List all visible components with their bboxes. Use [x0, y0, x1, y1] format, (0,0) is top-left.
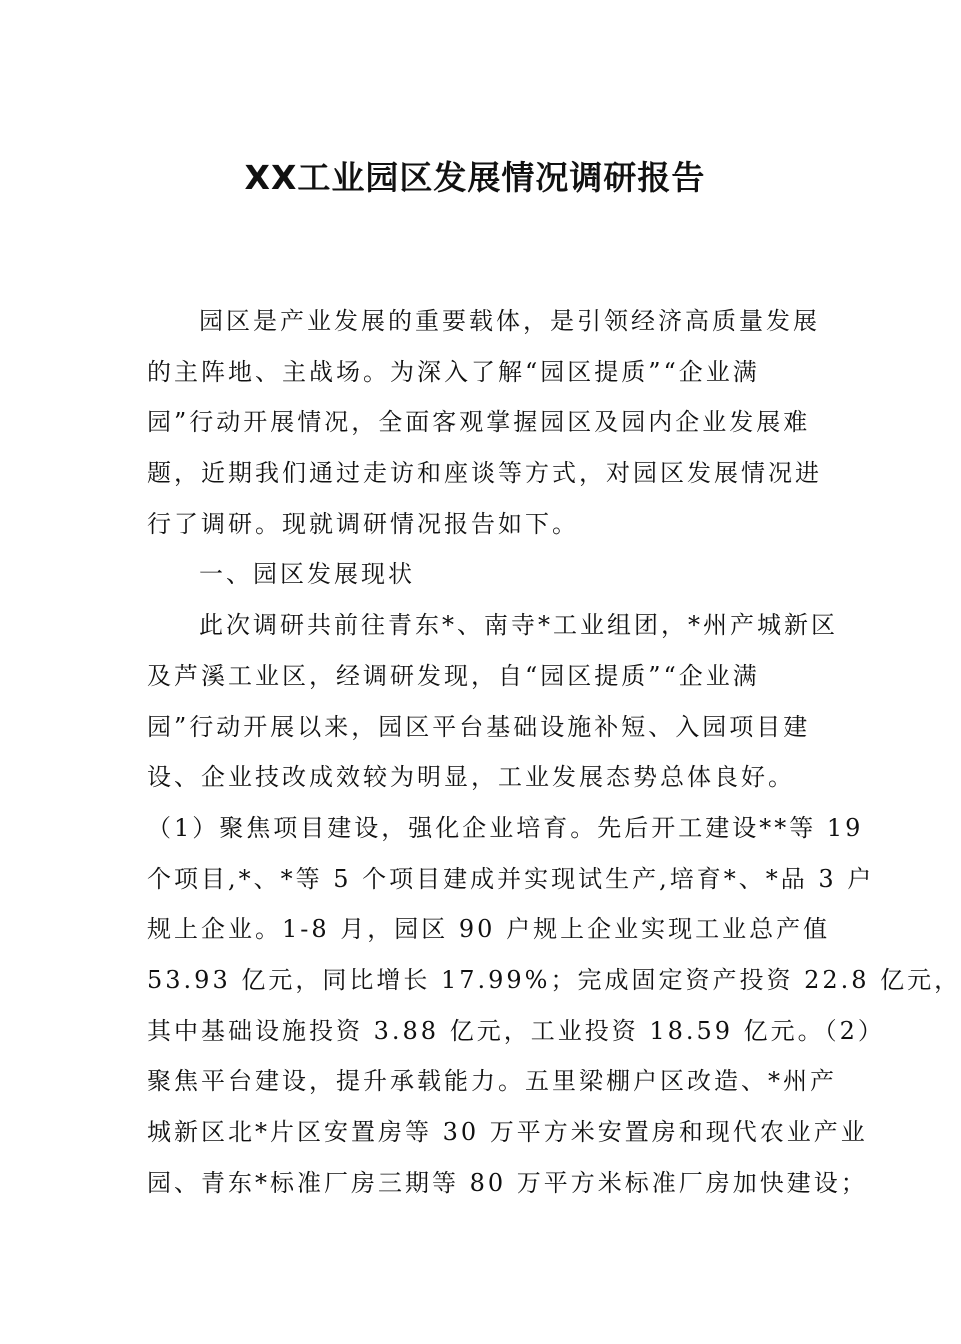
body-line-5: 行了调研。现就调研情况报告如下。 [147, 509, 579, 538]
body-line-14: 53.93 亿元，同比增长 17.99%；完成固定资产投资 22.8 亿元， [147, 965, 961, 994]
body-line-16: 聚焦平台建设，提升承载能力。五里梁棚户区改造、*州产 [147, 1067, 837, 1096]
body-line-10: 设、企业技改成效较为明显，工业发展态势总体良好。 [147, 763, 795, 792]
body-line-3: 园”行动开展情况，全面客观掌握园区及园内企业发展难 [147, 408, 811, 437]
body-line-12: 个项目,*、*等 5 个项目建成并实现试生产,培育*、*品 3 户 [147, 864, 875, 893]
body-line-17: 城新区北*片区安置房等 30 万平方米安置房和现代农业产业 [147, 1118, 868, 1146]
document-title: XX工业园区发展情况调研报告 [244, 158, 706, 197]
body-line-15: 其中基础设施投资 3.88 亿元，工业投资 18.59 亿元。（2） [147, 1016, 885, 1045]
body-line-9: 园”行动开展以来，园区平台基础设施补短、入园项目建 [147, 712, 811, 741]
body-line-11: （1）聚焦项目建设，强化企业培育。先后开工建设**等 19 [147, 813, 864, 842]
body-line-13: 规上企业。1-8 月，园区 90 户规上企业实现工业总产值 [147, 915, 831, 944]
body-line-8: 及芦溪工业区，经调研发现，自“园区提质”“企业满 [147, 661, 760, 690]
section-heading-1: 一、园区发展现状 [199, 560, 415, 589]
body-line-7: 此次调研共前往青东*、南寺*工业组团，*州产城新区 [199, 611, 838, 640]
body-line-4: 题，近期我们通过走访和座谈等方式，对园区发展情况进 [147, 459, 822, 488]
document-body [147, 296, 961, 1208]
body-line-18: 园、青东*标准厂房三期等 80 万平方米标准厂房加快建设； [147, 1168, 868, 1197]
body-line-1: 园区是产业发展的重要载体，是引领经济高质量发展 [199, 307, 820, 335]
body-line-2: 的主阵地、主战场。为深入了解“园区提质”“企业满 [147, 357, 760, 386]
